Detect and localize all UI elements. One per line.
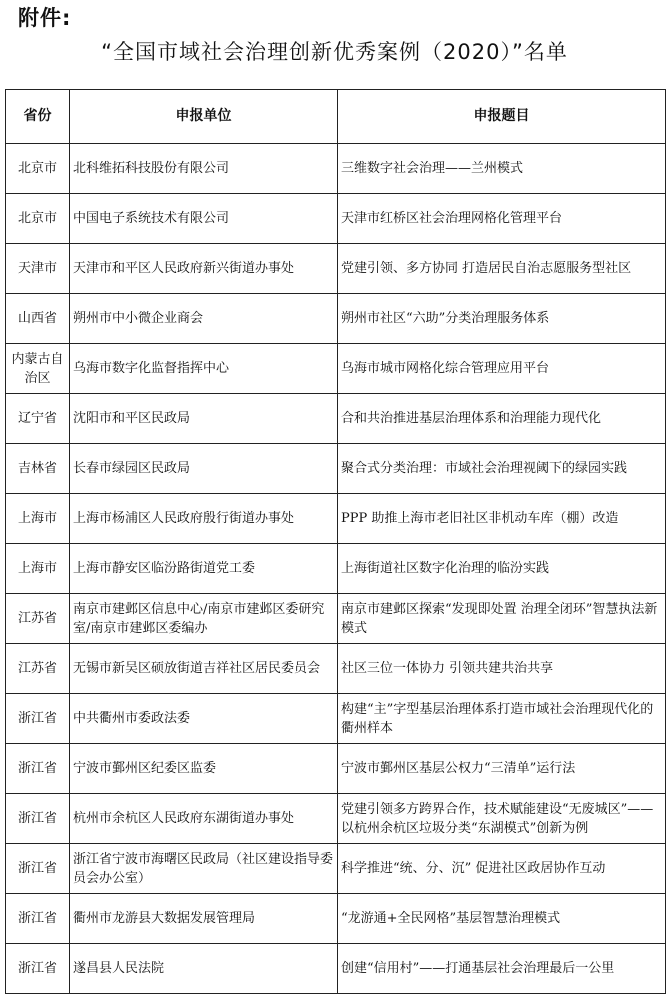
- province-cell: 北京市: [6, 194, 70, 244]
- table-row: [6, 444, 666, 494]
- table-row: [6, 194, 666, 244]
- topic-cell: “龙游通+全民网格”基层智慧治理模式: [338, 894, 666, 944]
- unit-cell: 中共衢州市委政法委: [70, 694, 338, 744]
- topic-cell: 党建引领多方跨界合作，技术赋能建设“无废城区”——以杭州余杭区垃圾分类“东湖模式”创新为例: [338, 794, 666, 844]
- topic-cell: PPP 助推上海市老旧社区非机动车库（棚）改造: [338, 494, 666, 544]
- province-cell: 北京市: [6, 144, 70, 194]
- table-row: [6, 244, 666, 294]
- unit-cell: 南京市建邺区信息中心/南京市建邺区委研究室/南京市建邺区委编办: [70, 594, 338, 644]
- table-body: [6, 144, 666, 994]
- topic-cell: 乌海市城市网格化综合管理应用平台: [338, 344, 666, 394]
- province-cell: 浙江省: [6, 794, 70, 844]
- province-cell: 浙江省: [6, 944, 70, 994]
- province-cell: 江苏省: [6, 644, 70, 694]
- table-row: [6, 344, 666, 394]
- province-cell: 浙江省: [6, 844, 70, 894]
- province-cell: 浙江省: [6, 744, 70, 794]
- topic-cell: 上海街道社区数字化治理的临汾实践: [338, 544, 666, 594]
- topic-cell: 三维数字社会治理——兰州模式: [338, 144, 666, 194]
- province-cell: 浙江省: [6, 894, 70, 944]
- table-row: [6, 294, 666, 344]
- unit-cell: 沈阳市和平区民政局: [70, 394, 338, 444]
- header-unit: 申报单位: [70, 90, 338, 144]
- unit-cell: 宁波市鄞州区纪委区监委: [70, 744, 338, 794]
- province-cell: 江苏省: [6, 594, 70, 644]
- unit-cell: 上海市杨浦区人民政府殷行街道办事处: [70, 494, 338, 544]
- unit-cell: 朔州市中小微企业商会: [70, 294, 338, 344]
- province-cell: 辽宁省: [6, 394, 70, 444]
- topic-cell: 合和共治推进基层治理体系和治理能力现代化: [338, 394, 666, 444]
- province-cell: 浙江省: [6, 694, 70, 744]
- topic-cell: 朔州市社区“六助”分类治理服务体系: [338, 294, 666, 344]
- province-cell: 内蒙古自治区: [6, 344, 70, 394]
- topic-cell: 创建“信用村”——打通基层社会治理最后一公里: [338, 944, 666, 994]
- table-row: [6, 544, 666, 594]
- topic-cell: 天津市红桥区社会治理网格化管理平台: [338, 194, 666, 244]
- province-cell: 上海市: [6, 544, 70, 594]
- table-header-row: [6, 90, 666, 144]
- unit-cell: 遂昌县人民法院: [70, 944, 338, 994]
- unit-cell: 天津市和平区人民政府新兴街道办事处: [70, 244, 338, 294]
- case-list-table: [5, 89, 666, 994]
- table-row: [6, 794, 666, 844]
- province-cell: 山西省: [6, 294, 70, 344]
- topic-cell: 宁波市鄞州区基层公权力“三清单”运行法: [338, 744, 666, 794]
- topic-cell: 党建引领、多方协同 打造居民自治志愿服务型社区: [338, 244, 666, 294]
- table-row: [6, 494, 666, 544]
- table-row: [6, 644, 666, 694]
- table-row: [6, 144, 666, 194]
- unit-cell: 北科维拓科技股份有限公司: [70, 144, 338, 194]
- header-topic: 申报题目: [338, 90, 666, 144]
- unit-cell: 长春市绿园区民政局: [70, 444, 338, 494]
- unit-cell: 杭州市余杭区人民政府东湖街道办事处: [70, 794, 338, 844]
- unit-cell: 无锡市新吴区硕放街道吉祥社区居民委员会: [70, 644, 338, 694]
- table-row: [6, 894, 666, 944]
- table-row: [6, 694, 666, 744]
- topic-cell: 南京市建邺区探索“发现即处置 治理全闭环”智慧执法新模式: [338, 594, 666, 644]
- table-row: [6, 744, 666, 794]
- unit-cell: 浙江省宁波市海曙区民政局（社区建设指导委员会办公室）: [70, 844, 338, 894]
- unit-cell: 中国电子系统技术有限公司: [70, 194, 338, 244]
- topic-cell: 构建“主”字型基层治理体系打造市域社会治理现代化的衢州样本: [338, 694, 666, 744]
- table-row: [6, 944, 666, 994]
- header-province: 省份: [6, 90, 70, 144]
- table-row: [6, 594, 666, 644]
- province-cell: 天津市: [6, 244, 70, 294]
- table-row: [6, 394, 666, 444]
- unit-cell: 乌海市数字化监督指挥中心: [70, 344, 338, 394]
- unit-cell: 上海市静安区临汾路街道党工委: [70, 544, 338, 594]
- province-cell: 吉林省: [6, 444, 70, 494]
- unit-cell: 衢州市龙游县大数据发展管理局: [70, 894, 338, 944]
- province-cell: 上海市: [6, 494, 70, 544]
- topic-cell: 社区三位一体协力 引领共建共治共享: [338, 644, 666, 694]
- attachment-label: 附件:: [18, 6, 72, 30]
- topic-cell: 聚合式分类治理：市域社会治理视阈下的绿园实践: [338, 444, 666, 494]
- table-row: [6, 844, 666, 894]
- document-title: “全国市域社会治理创新优秀案例（2020）”名单: [101, 40, 568, 64]
- topic-cell: 科学推进“统、分、沉” 促进社区政居协作互动: [338, 844, 666, 894]
